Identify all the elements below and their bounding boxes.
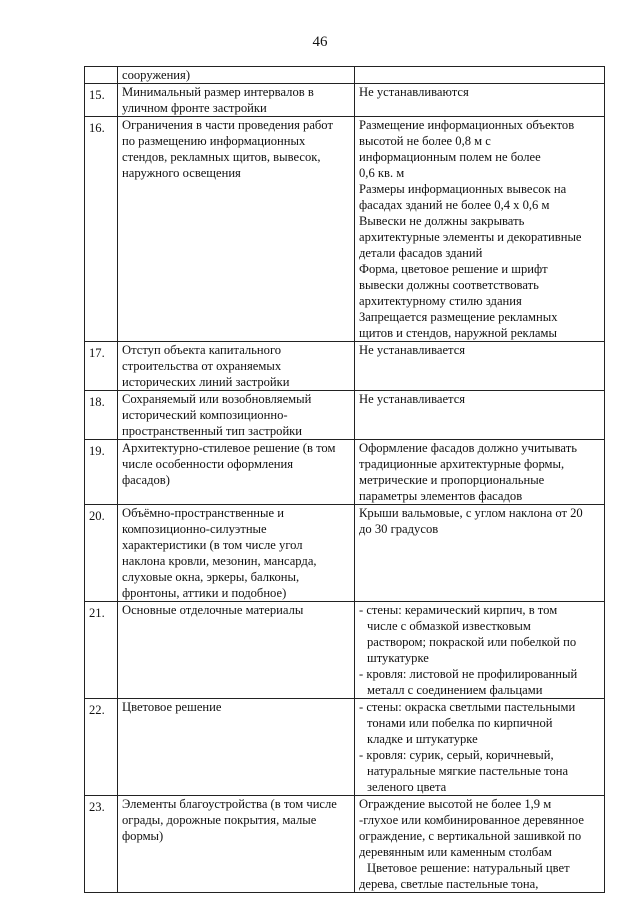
value-text-line: Размеры информационных вывесок на <box>359 182 567 196</box>
row-number-cell <box>85 602 118 699</box>
parameter-cell <box>118 84 355 117</box>
parameter-text-line: по размещению информационных <box>122 134 306 148</box>
parameter-cell <box>118 117 355 342</box>
parameter-text-line: исторических линий застройки <box>122 375 290 389</box>
table-row <box>85 67 605 84</box>
parameter-text-line: наклона кровли, мезонин, мансарда, <box>122 554 317 568</box>
parameter-cell <box>118 67 355 84</box>
row-number-cell <box>85 440 118 505</box>
value-text-line: детали фасадов зданий <box>359 246 483 260</box>
parameter-text-line: Минимальный размер интервалов в <box>122 85 314 99</box>
value-text-line: металл с соединением фальцами <box>367 683 543 697</box>
row-number-cell <box>85 796 118 893</box>
value-text-line: метрические и пропорциональные <box>359 473 545 487</box>
table-row <box>85 342 605 391</box>
value-text-line: зеленого цвета <box>367 780 447 794</box>
parameter-text-line: Отступ объекта капитального <box>122 343 282 357</box>
value-text-line: вывески должны соответствовать <box>359 278 539 292</box>
value-text-line: штукатурке <box>367 651 429 665</box>
parameter-text-line: Ограничения в части проведения работ <box>122 118 333 132</box>
value-text-line: Не устанавливается <box>359 392 466 406</box>
row-number: 15. <box>89 88 105 102</box>
parameter-text-line: Сохраняемый или возобновляемый <box>122 392 312 406</box>
value-text-line: 0,6 кв. м <box>359 166 405 180</box>
parameter-text-line: фасадов) <box>122 473 170 487</box>
parameter-cell <box>118 699 355 796</box>
parameter-text-line: строительства от охраняемых <box>122 359 282 373</box>
value-text-line: - стены: окраска светлыми пастельными <box>359 700 576 714</box>
table-row <box>85 84 605 117</box>
row-number-cell <box>85 342 118 391</box>
parameter-cell <box>118 505 355 602</box>
row-number: 18. <box>89 395 105 409</box>
value-text-line: информационным полем не более <box>359 150 541 164</box>
value-cell <box>355 440 605 505</box>
value-text-line: Не устанавливается <box>359 343 466 357</box>
parameter-text-line: характеристики (в том числе угол <box>122 538 303 552</box>
row-number-cell <box>85 699 118 796</box>
value-text-line: щитов и стендов, наружной рекламы <box>359 326 557 340</box>
value-text-line: Форма, цветовое решение и шрифт <box>359 262 548 276</box>
value-cell <box>355 505 605 602</box>
parameter-cell <box>118 602 355 699</box>
row-number-cell <box>85 84 118 117</box>
row-number: 19. <box>89 444 105 458</box>
value-text-line: параметры элементов фасадов <box>359 489 523 503</box>
parameter-text-line: Архитектурно-стилевое решение (в том <box>122 441 336 455</box>
parameter-cell <box>118 796 355 893</box>
row-number: 23. <box>89 800 105 814</box>
value-cell <box>355 117 605 342</box>
parameter-text-line: числе особенности оформления <box>122 457 294 471</box>
value-text-line: дерева, светлые пастельные тона, <box>359 877 539 891</box>
table-row <box>85 602 605 699</box>
row-number: 17. <box>89 346 105 360</box>
value-cell <box>355 699 605 796</box>
parameter-text-line: наружного освещения <box>122 166 241 180</box>
row-number: 21. <box>89 606 105 620</box>
value-text-line: тонами или побелка по кирпичной <box>367 716 553 730</box>
value-text-line: до 30 градусов <box>359 522 439 536</box>
page-number: 46 <box>312 34 328 50</box>
value-text-line: ограждение, с вертикальной зашивкой по <box>359 829 582 843</box>
parameter-text-line: пространственный тип застройки <box>122 424 303 438</box>
value-cell <box>355 342 605 391</box>
parameter-text-line: ограды, дорожные покрытия, малые <box>122 813 317 827</box>
value-text-line: - кровля: листовой не профилированный <box>359 667 578 681</box>
value-text-line: - стены: керамический кирпич, в том <box>359 603 558 617</box>
parameter-text-line: исторический композиционно- <box>122 408 288 422</box>
value-text-line: -глухое или комбинированное деревянное <box>359 813 584 827</box>
value-text-line: - кровля: сурик, серый, коричневый, <box>359 748 554 762</box>
value-text-line: Крыши вальмовые, с углом наклона от 20 <box>359 506 583 520</box>
value-text-line: традиционные архитектурные формы, <box>359 457 565 471</box>
parameter-text-line: формы) <box>122 829 164 843</box>
regulations-table <box>84 66 605 893</box>
parameter-text-line: Цветовое решение <box>122 700 222 714</box>
table-row <box>85 699 605 796</box>
value-text-line: раствором; покраской или побелкой по <box>367 635 577 649</box>
parameter-text-line: Элементы благоустройства (в том числе <box>122 797 337 811</box>
parameter-text-line: слуховые окна, эркеры, балконы, <box>122 570 300 584</box>
row-number-cell <box>85 391 118 440</box>
parameter-cell <box>118 342 355 391</box>
parameter-text-line: стендов, рекламных щитов, вывесок, <box>122 150 321 164</box>
value-cell <box>355 84 605 117</box>
value-cell <box>355 67 605 84</box>
value-text-line: Оформление фасадов должно учитывать <box>359 441 577 455</box>
parameter-text-line: композиционно-силуэтные <box>122 522 267 536</box>
value-text-line: числе с обмазкой известковым <box>367 619 531 633</box>
parameter-cell <box>118 440 355 505</box>
parameter-text-line: сооружения) <box>122 68 191 82</box>
row-number: 16. <box>89 121 105 135</box>
row-number: 22. <box>89 703 105 717</box>
value-text-line: кладке и штукатурке <box>367 732 478 746</box>
table-row <box>85 505 605 602</box>
table-row <box>85 796 605 893</box>
value-text-line: высотой не более 0,8 м с <box>359 134 491 148</box>
value-text-line: архитектурные элементы и декоративные <box>359 230 582 244</box>
value-text-line: Размещение информационных объектов <box>359 118 575 132</box>
parameter-text-line: уличном фронте застройки <box>122 101 267 115</box>
value-cell <box>355 391 605 440</box>
value-text-line: архитектурному стилю здания <box>359 294 522 308</box>
value-cell <box>355 796 605 893</box>
value-text-line: натуральные мягкие пастельные тона <box>367 764 569 778</box>
value-text-line: фасадах зданий не более 0,4 х 0,6 м <box>359 198 550 212</box>
value-cell <box>355 602 605 699</box>
row-number-cell <box>85 67 118 84</box>
value-text-line: Ограждение высотой не более 1,9 м <box>359 797 552 811</box>
row-number-cell <box>85 505 118 602</box>
table-row <box>85 440 605 505</box>
parameter-cell <box>118 391 355 440</box>
parameter-text-line: Объёмно-пространственные и <box>122 506 284 520</box>
table-row <box>85 391 605 440</box>
value-text-line: Не устанавливаются <box>359 85 469 99</box>
parameter-text-line: Основные отделочные материалы <box>122 603 304 617</box>
value-text-line: Цветовое решение: натуральный цвет <box>367 861 570 875</box>
regulations-table-body <box>85 67 605 893</box>
row-number-cell <box>85 117 118 342</box>
parameter-text-line: фронтоны, аттики и подобное) <box>122 586 287 600</box>
value-text-line: Запрещается размещение рекламных <box>359 310 558 324</box>
value-text-line: деревянным или каменным столбам <box>359 845 552 859</box>
table-row <box>85 117 605 342</box>
value-text-line: Вывески не должны закрывать <box>359 214 525 228</box>
row-number: 20. <box>89 509 105 523</box>
